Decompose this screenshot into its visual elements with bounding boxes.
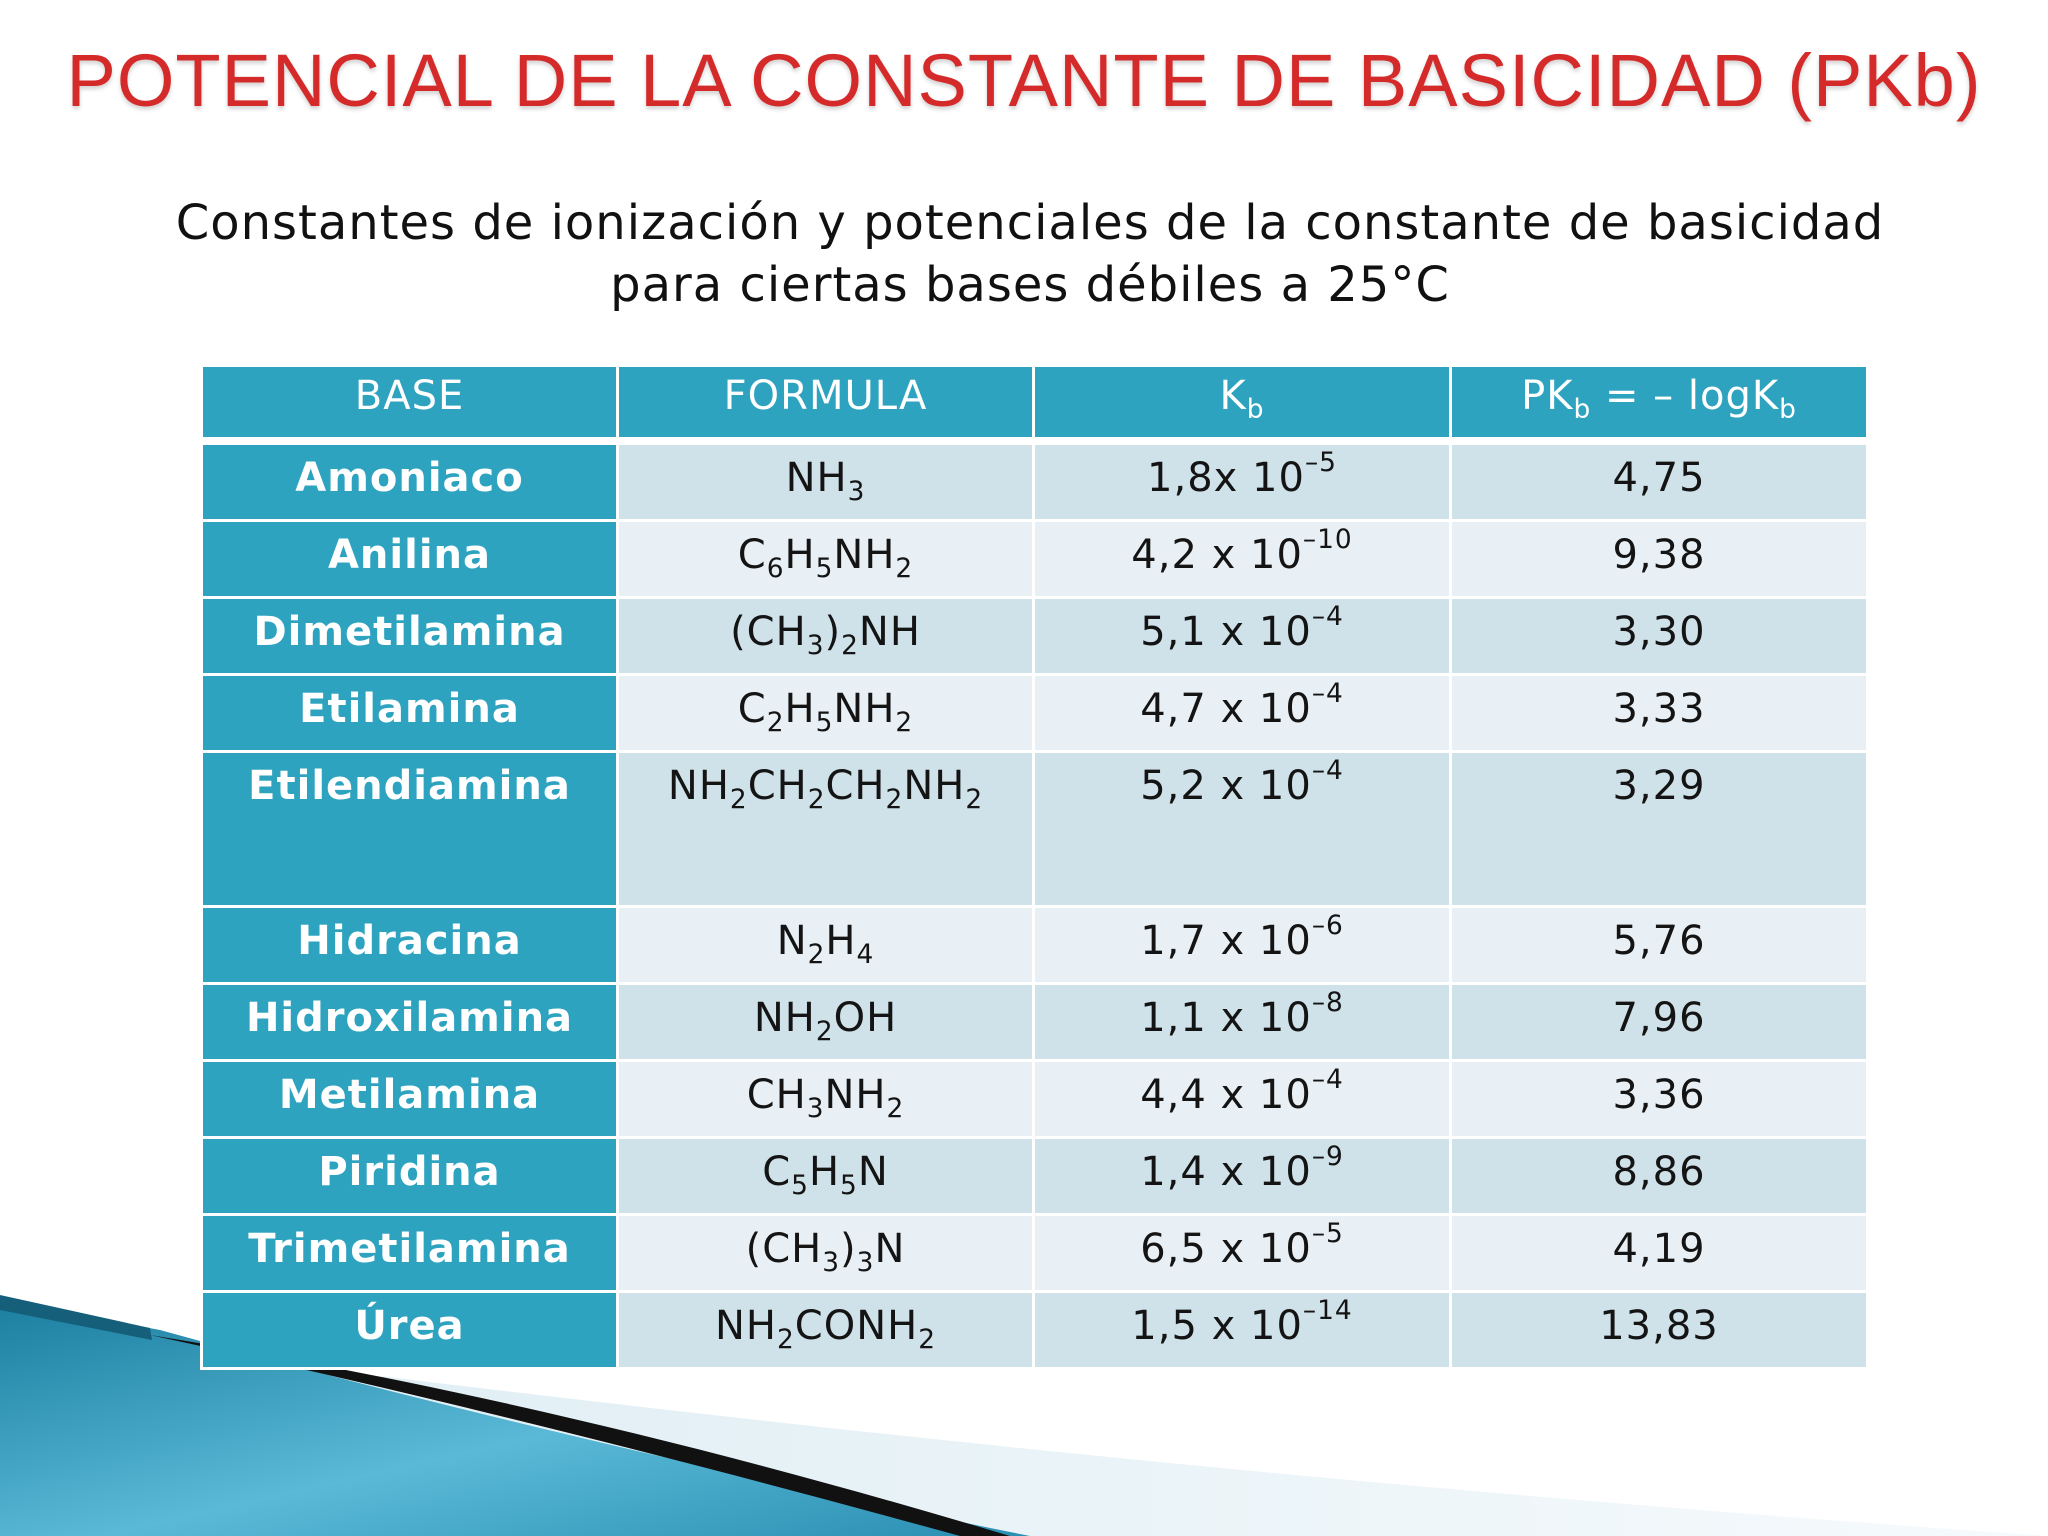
text-part: OH bbox=[833, 995, 898, 1041]
table-row bbox=[202, 521, 1868, 598]
subscript: 2 bbox=[885, 784, 904, 816]
page-title: POTENCIAL DE LA CONSTANTE DE BASICIDAD (PKb) bbox=[66, 39, 1982, 122]
subscript: 5 bbox=[840, 1170, 858, 1202]
superscript: –5 bbox=[1311, 1218, 1344, 1250]
text-part: NH bbox=[824, 1072, 887, 1118]
cell-pkb: 7,96 bbox=[1451, 984, 1868, 1061]
superscript: –6 bbox=[1311, 910, 1344, 942]
cell-formula bbox=[618, 752, 1034, 907]
text-part: 5,2 x 10 bbox=[1140, 763, 1312, 809]
text-part: ) bbox=[824, 609, 842, 655]
subscript: 2 bbox=[776, 1324, 795, 1356]
text-part: CH bbox=[746, 1072, 807, 1118]
text-part: N bbox=[874, 1226, 906, 1272]
subscript: 2 bbox=[815, 1016, 834, 1048]
subtitle-line-2: para ciertas bases débiles a 25°C bbox=[610, 257, 1450, 313]
text-part: 1,7 x 10 bbox=[1140, 918, 1312, 964]
text-part: CONH bbox=[794, 1303, 919, 1349]
subscript: 2 bbox=[807, 939, 826, 971]
cell-pkb: 8,86 bbox=[1451, 1138, 1868, 1215]
table-header-row bbox=[202, 366, 1868, 442]
cell-formula bbox=[618, 1292, 1034, 1369]
subscript: b bbox=[1573, 394, 1592, 426]
cell-kb bbox=[1034, 907, 1451, 984]
cell-formula bbox=[618, 1138, 1034, 1215]
cell-formula bbox=[618, 521, 1034, 598]
cell-base: Piridina bbox=[202, 1138, 618, 1215]
text-part: C bbox=[737, 532, 767, 578]
header-base bbox=[202, 366, 618, 442]
text-part: NH bbox=[833, 686, 896, 732]
subscript: 4 bbox=[856, 939, 875, 971]
subscript: 2 bbox=[766, 707, 785, 739]
text-part: H bbox=[784, 532, 816, 578]
cell-pkb: 3,33 bbox=[1451, 675, 1868, 752]
table-row bbox=[202, 907, 1868, 984]
cell-base: Trimetilamina bbox=[202, 1215, 618, 1292]
cell-kb bbox=[1034, 441, 1451, 521]
header-kb bbox=[1034, 366, 1451, 442]
superscript: –4 bbox=[1311, 678, 1344, 710]
cell-formula bbox=[618, 907, 1034, 984]
text-part: (CH bbox=[745, 1226, 823, 1272]
text-part: N bbox=[776, 918, 808, 964]
superscript: –4 bbox=[1311, 755, 1344, 787]
subscript: 2 bbox=[729, 784, 748, 816]
subscript: 2 bbox=[841, 630, 859, 662]
cell-kb bbox=[1034, 1061, 1451, 1138]
table-row bbox=[202, 1061, 1868, 1138]
subscript: 2 bbox=[918, 1324, 936, 1356]
superscript: –14 bbox=[1302, 1295, 1353, 1327]
subscript: 2 bbox=[886, 1093, 905, 1125]
text-part: 1,5 x 10 bbox=[1131, 1303, 1303, 1349]
cell-pkb: 3,29 bbox=[1451, 752, 1868, 907]
cell-base: Anilina bbox=[202, 521, 618, 598]
basicity-table bbox=[200, 364, 1869, 1370]
subscript: 2 bbox=[965, 784, 984, 816]
header-pkb bbox=[1451, 366, 1868, 442]
subscript: 3 bbox=[847, 476, 866, 508]
subtitle bbox=[140, 192, 1920, 316]
text-part: FORMULA bbox=[723, 373, 928, 419]
subscript: 3 bbox=[856, 1247, 875, 1279]
superscript: –5 bbox=[1304, 447, 1337, 479]
table-row bbox=[202, 984, 1868, 1061]
text-part: 1,1 x 10 bbox=[1140, 995, 1312, 1041]
text-part: K bbox=[1219, 373, 1247, 419]
subscript: b bbox=[1246, 394, 1265, 426]
cell-pkb: 4,19 bbox=[1451, 1215, 1868, 1292]
text-part: 4,4 x 10 bbox=[1140, 1072, 1312, 1118]
subscript: 3 bbox=[822, 1247, 841, 1279]
subscript: 5 bbox=[791, 1170, 809, 1202]
cell-kb bbox=[1034, 752, 1451, 907]
cell-base: Dimetilamina bbox=[202, 598, 618, 675]
cell-kb bbox=[1034, 598, 1451, 675]
text-part: PK bbox=[1521, 373, 1574, 419]
cell-formula bbox=[618, 598, 1034, 675]
subscript: 2 bbox=[807, 784, 826, 816]
subtitle-line-1: Constantes de ionización y potenciales de la constante de basicidad bbox=[175, 195, 1885, 251]
table-row bbox=[202, 1292, 1868, 1369]
text-part: NH bbox=[785, 455, 848, 501]
cell-pkb: 3,36 bbox=[1451, 1061, 1868, 1138]
cell-base: Etilamina bbox=[202, 675, 618, 752]
table-row bbox=[202, 1138, 1868, 1215]
text-part: N bbox=[857, 1149, 889, 1195]
text-part: = – logK bbox=[1591, 373, 1780, 419]
superscript: –4 bbox=[1311, 601, 1344, 633]
superscript: –4 bbox=[1311, 1064, 1344, 1096]
cell-pkb: 4,75 bbox=[1451, 441, 1868, 521]
text-part: CH bbox=[747, 763, 808, 809]
table-row bbox=[202, 1215, 1868, 1292]
cell-base: Úrea bbox=[202, 1292, 618, 1369]
text-part: NH bbox=[903, 763, 966, 809]
text-part: NH bbox=[858, 609, 921, 655]
text-part: NH bbox=[667, 763, 730, 809]
text-part: 5,1 x 10 bbox=[1140, 609, 1312, 655]
text-part: H bbox=[825, 918, 857, 964]
text-part: BASE bbox=[354, 373, 465, 419]
cell-formula bbox=[618, 675, 1034, 752]
cell-base: Etilendiamina bbox=[202, 752, 618, 907]
text-part: NH bbox=[833, 532, 896, 578]
subscript: 3 bbox=[806, 630, 825, 662]
header-formula bbox=[618, 366, 1034, 442]
text-part: 1,8x 10 bbox=[1147, 455, 1305, 501]
cell-kb bbox=[1034, 1292, 1451, 1369]
cell-formula bbox=[618, 1061, 1034, 1138]
table-row bbox=[202, 752, 1868, 907]
cell-kb bbox=[1034, 984, 1451, 1061]
table-row bbox=[202, 675, 1868, 752]
text-part: ) bbox=[840, 1226, 857, 1272]
cell-formula bbox=[618, 1215, 1034, 1292]
text-part: C bbox=[762, 1149, 792, 1195]
superscript: –10 bbox=[1302, 524, 1353, 556]
cell-kb bbox=[1034, 675, 1451, 752]
cell-base: Amoniaco bbox=[202, 441, 618, 521]
cell-pkb: 13,83 bbox=[1451, 1292, 1868, 1369]
cell-pkb: 3,30 bbox=[1451, 598, 1868, 675]
cell-pkb: 5,76 bbox=[1451, 907, 1868, 984]
cell-pkb: 9,38 bbox=[1451, 521, 1868, 598]
text-part: 4,7 x 10 bbox=[1140, 686, 1312, 732]
text-part: CH bbox=[825, 763, 886, 809]
superscript: –8 bbox=[1311, 987, 1344, 1019]
cell-kb bbox=[1034, 1215, 1451, 1292]
table-row bbox=[202, 441, 1868, 521]
text-part: (CH bbox=[730, 609, 807, 655]
text-part: 1,4 x 10 bbox=[1140, 1149, 1312, 1195]
text-part: C bbox=[737, 686, 767, 732]
subscript: 3 bbox=[806, 1093, 825, 1125]
table-row bbox=[202, 598, 1868, 675]
text-part: 4,2 x 10 bbox=[1131, 532, 1303, 578]
text-part: NH bbox=[714, 1303, 777, 1349]
cell-base: Metilamina bbox=[202, 1061, 618, 1138]
cell-formula bbox=[618, 984, 1034, 1061]
cell-formula bbox=[618, 441, 1034, 521]
cell-base: Hidroxilamina bbox=[202, 984, 618, 1061]
subscript: 5 bbox=[815, 553, 834, 585]
subscript: b bbox=[1779, 394, 1797, 426]
cell-kb bbox=[1034, 1138, 1451, 1215]
cell-kb bbox=[1034, 521, 1451, 598]
subscript: 6 bbox=[766, 553, 785, 585]
text-part: 6,5 x 10 bbox=[1140, 1226, 1312, 1272]
subscript: 5 bbox=[815, 707, 834, 739]
subscript: 2 bbox=[895, 553, 914, 585]
superscript: –9 bbox=[1311, 1141, 1344, 1173]
text-part: H bbox=[808, 1149, 841, 1195]
subscript: 2 bbox=[895, 707, 914, 739]
text-part: NH bbox=[753, 995, 816, 1041]
text-part: H bbox=[784, 686, 816, 732]
cell-base: Hidracina bbox=[202, 907, 618, 984]
table-body bbox=[202, 441, 1868, 1369]
